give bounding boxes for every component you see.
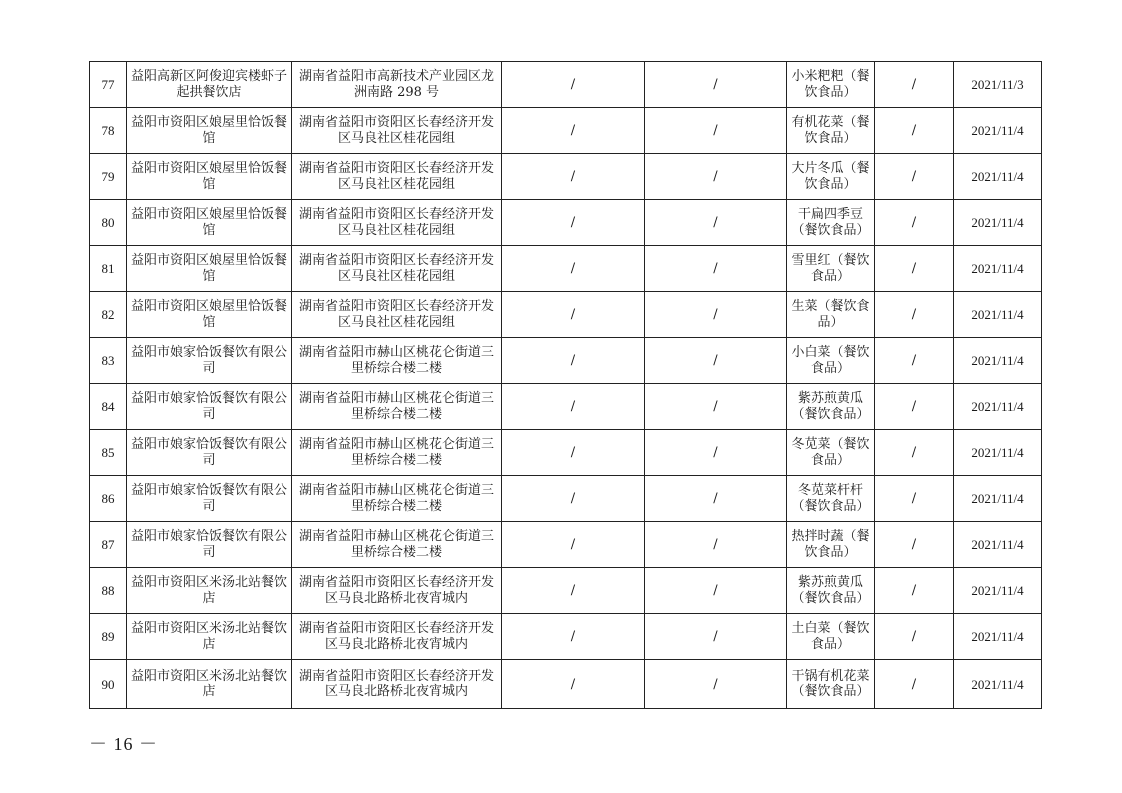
store-name: 益阳市娘家恰饭餐饮有限公司 <box>127 522 292 568</box>
empty-cell: / <box>875 660 954 709</box>
sample-date: 2021/11/4 <box>954 568 1042 614</box>
empty-cell: / <box>875 338 954 384</box>
food-name: 紫苏煎黄瓜（餐饮食品） <box>787 568 875 614</box>
store-address: 湖南省益阳市赫山区桃花仑街道三里桥综合楼二楼 <box>292 338 502 384</box>
sample-date: 2021/11/4 <box>954 614 1042 660</box>
food-name: 生菜（餐饮食品） <box>787 292 875 338</box>
empty-cell: / <box>645 246 787 292</box>
store-name: 益阳市娘家恰饭餐饮有限公司 <box>127 476 292 522</box>
sample-date: 2021/11/4 <box>954 200 1042 246</box>
food-name: 紫苏煎黄瓜（餐饮食品） <box>787 384 875 430</box>
store-address: 湖南省益阳市资阳区长春经济开发区马良社区桂花园组 <box>292 246 502 292</box>
row-number: 86 <box>90 476 127 522</box>
empty-cell: / <box>875 522 954 568</box>
row-number: 80 <box>90 200 127 246</box>
food-name: 小白菜（餐饮食品） <box>787 338 875 384</box>
empty-cell: / <box>645 200 787 246</box>
store-name: 益阳市资阳区娘屋里恰饭餐馆 <box>127 246 292 292</box>
store-name: 益阳市资阳区米汤北站餐饮店 <box>127 660 292 709</box>
empty-cell: / <box>875 384 954 430</box>
store-name: 益阳市娘家恰饭餐饮有限公司 <box>127 384 292 430</box>
store-address: 湖南省益阳市资阳区长春经济开发区马良北路桥北夜宵城内 <box>292 614 502 660</box>
sample-date: 2021/11/4 <box>954 476 1042 522</box>
food-name: 雪里红（餐饮食品） <box>787 246 875 292</box>
empty-cell: / <box>502 660 645 709</box>
store-address: 湖南省益阳市资阳区长春经济开发区马良社区桂花园组 <box>292 154 502 200</box>
food-name: 有机花菜（餐饮食品） <box>787 108 875 154</box>
empty-cell: / <box>502 338 645 384</box>
empty-cell: / <box>645 660 787 709</box>
store-name: 益阳市资阳区米汤北站餐饮店 <box>127 614 292 660</box>
table-row <box>90 384 1042 430</box>
empty-cell: / <box>502 246 645 292</box>
empty-cell: / <box>875 246 954 292</box>
row-number: 83 <box>90 338 127 384</box>
table-row <box>90 660 1042 709</box>
store-address: 湖南省益阳市高新技术产业园区龙洲南路 298 号 <box>292 62 502 108</box>
empty-cell: / <box>645 522 787 568</box>
empty-cell: / <box>502 568 645 614</box>
empty-cell: / <box>645 108 787 154</box>
empty-cell: / <box>645 476 787 522</box>
empty-cell: / <box>875 568 954 614</box>
empty-cell: / <box>645 62 787 108</box>
empty-cell: / <box>645 292 787 338</box>
empty-cell: / <box>502 200 645 246</box>
empty-cell: / <box>502 108 645 154</box>
empty-cell: / <box>645 568 787 614</box>
sample-date: 2021/11/4 <box>954 522 1042 568</box>
page-number: － 16 － <box>89 734 158 754</box>
table-row <box>90 292 1042 338</box>
sample-date: 2021/11/4 <box>954 246 1042 292</box>
table-row <box>90 62 1042 108</box>
row-number: 77 <box>90 62 127 108</box>
store-name: 益阳市资阳区娘屋里恰饭餐馆 <box>127 154 292 200</box>
empty-cell: / <box>875 476 954 522</box>
table-row <box>90 154 1042 200</box>
sample-date: 2021/11/4 <box>954 108 1042 154</box>
row-number: 82 <box>90 292 127 338</box>
empty-cell: / <box>502 476 645 522</box>
food-name: 大片冬瓜（餐饮食品） <box>787 154 875 200</box>
table-row <box>90 200 1042 246</box>
table-body <box>90 62 1042 709</box>
table-row <box>90 430 1042 476</box>
food-name: 干扁四季豆（餐饮食品） <box>787 200 875 246</box>
food-name: 热拌时蔬（餐饮食品） <box>787 522 875 568</box>
store-address: 湖南省益阳市资阳区长春经济开发区马良北路桥北夜宵城内 <box>292 568 502 614</box>
food-name: 冬苋菜（餐饮食品） <box>787 430 875 476</box>
empty-cell: / <box>645 384 787 430</box>
store-name: 益阳市资阳区娘屋里恰饭餐馆 <box>127 292 292 338</box>
store-address: 湖南省益阳市赫山区桃花仑街道三里桥综合楼二楼 <box>292 384 502 430</box>
store-address: 湖南省益阳市资阳区长春经济开发区马良社区桂花园组 <box>292 108 502 154</box>
food-name: 小米粑粑（餐饮食品） <box>787 62 875 108</box>
store-name: 益阳市娘家恰饭餐饮有限公司 <box>127 430 292 476</box>
store-name: 益阳市娘家恰饭餐饮有限公司 <box>127 338 292 384</box>
store-address: 湖南省益阳市赫山区桃花仑街道三里桥综合楼二楼 <box>292 430 502 476</box>
empty-cell: / <box>645 338 787 384</box>
sample-date: 2021/11/4 <box>954 338 1042 384</box>
empty-cell: / <box>645 614 787 660</box>
sample-date: 2021/11/4 <box>954 154 1042 200</box>
empty-cell: / <box>875 154 954 200</box>
empty-cell: / <box>502 154 645 200</box>
row-number: 81 <box>90 246 127 292</box>
table-row <box>90 246 1042 292</box>
store-name: 益阳高新区阿俊迎宾楼虾子起拱餐饮店 <box>127 62 292 108</box>
empty-cell: / <box>502 522 645 568</box>
store-address: 湖南省益阳市赫山区桃花仑街道三里桥综合楼二楼 <box>292 476 502 522</box>
row-number: 89 <box>90 614 127 660</box>
sample-date: 2021/11/4 <box>954 660 1042 709</box>
inspection-table <box>89 61 1042 709</box>
table-row <box>90 568 1042 614</box>
sample-date: 2021/11/4 <box>954 384 1042 430</box>
empty-cell: / <box>502 430 645 476</box>
store-address: 湖南省益阳市资阳区长春经济开发区马良社区桂花园组 <box>292 292 502 338</box>
row-number: 84 <box>90 384 127 430</box>
row-number: 85 <box>90 430 127 476</box>
empty-cell: / <box>875 108 954 154</box>
food-name: 干锅有机花菜（餐饮食品） <box>787 660 875 709</box>
row-number: 78 <box>90 108 127 154</box>
store-name: 益阳市资阳区娘屋里恰饭餐馆 <box>127 200 292 246</box>
empty-cell: / <box>645 430 787 476</box>
row-number: 88 <box>90 568 127 614</box>
row-number: 90 <box>90 660 127 709</box>
sample-date: 2021/11/4 <box>954 292 1042 338</box>
empty-cell: / <box>875 292 954 338</box>
food-name: 土白菜（餐饮食品） <box>787 614 875 660</box>
table-row <box>90 522 1042 568</box>
table-row <box>90 476 1042 522</box>
empty-cell: / <box>502 384 645 430</box>
table-row <box>90 108 1042 154</box>
table-row <box>90 614 1042 660</box>
empty-cell: / <box>502 614 645 660</box>
table-row <box>90 338 1042 384</box>
empty-cell: / <box>502 62 645 108</box>
food-name: 冬苋菜杆杆（餐饮食品） <box>787 476 875 522</box>
sample-date: 2021/11/3 <box>954 62 1042 108</box>
row-number: 79 <box>90 154 127 200</box>
store-address: 湖南省益阳市赫山区桃花仑街道三里桥综合楼二楼 <box>292 522 502 568</box>
store-address: 湖南省益阳市资阳区长春经济开发区马良社区桂花园组 <box>292 200 502 246</box>
empty-cell: / <box>645 154 787 200</box>
sample-date: 2021/11/4 <box>954 430 1042 476</box>
store-name: 益阳市资阳区米汤北站餐饮店 <box>127 568 292 614</box>
empty-cell: / <box>875 200 954 246</box>
empty-cell: / <box>875 62 954 108</box>
empty-cell: / <box>875 614 954 660</box>
row-number: 87 <box>90 522 127 568</box>
store-name: 益阳市资阳区娘屋里恰饭餐馆 <box>127 108 292 154</box>
empty-cell: / <box>502 292 645 338</box>
empty-cell: / <box>875 430 954 476</box>
store-address: 湖南省益阳市资阳区长春经济开发区马良北路桥北夜宵城内 <box>292 660 502 709</box>
